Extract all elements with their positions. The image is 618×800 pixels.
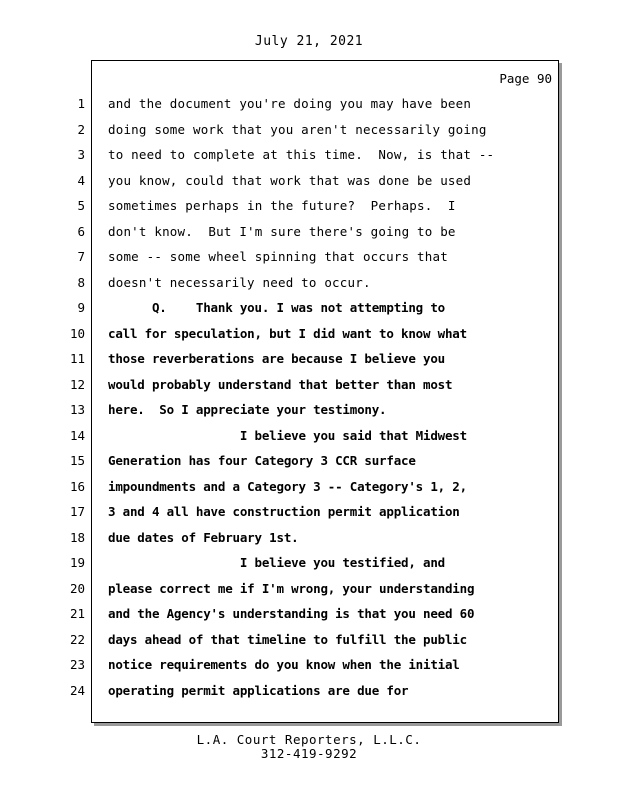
transcript-line: days ahead of that timeline to fulfill the public bbox=[108, 631, 467, 647]
line-number: 2 bbox=[77, 121, 85, 137]
line-number: 24 bbox=[69, 682, 85, 698]
transcript-line: sometimes perhaps in the future? Perhaps. I bbox=[108, 198, 456, 213]
line-number: 7 bbox=[77, 249, 85, 264]
line-number: 9 bbox=[77, 300, 85, 315]
line-number: 4 bbox=[77, 172, 85, 188]
line-number: 10 bbox=[69, 325, 85, 341]
transcript-line: impoundments and a Category 3 -- Category's 1, 2, bbox=[108, 478, 467, 494]
reporter-footer bbox=[0, 733, 618, 761]
transcript-line: please correct me if I'm wrong, your understanding bbox=[108, 580, 475, 596]
transcript-line: doesn't necessarily need to occur. bbox=[108, 274, 371, 290]
transcript-line: I believe you said that Midwest bbox=[108, 427, 467, 443]
line-number: 17 bbox=[69, 504, 85, 519]
transcript-line: notice requirements do you know when the initial bbox=[108, 657, 460, 672]
transcript-line: and the Agency's understanding is that you need 60 bbox=[108, 606, 475, 621]
line-number: 11 bbox=[69, 351, 85, 366]
line-number: 19 bbox=[69, 555, 85, 570]
transcript-page bbox=[69, 60, 559, 723]
line-number: 13 bbox=[69, 402, 85, 417]
line-number: 20 bbox=[69, 580, 85, 596]
transcript-line: would probably understand that better than most bbox=[108, 376, 453, 392]
reporter-company: L.A. Court Reporters, L.L.C. bbox=[196, 732, 422, 747]
transcript-line: and the document you're doing you may have been bbox=[108, 96, 472, 111]
line-number: 12 bbox=[69, 376, 85, 392]
line-number: 5 bbox=[77, 198, 85, 213]
reporter-phone: 312-419-9292 bbox=[260, 746, 358, 761]
line-number: 6 bbox=[77, 223, 85, 239]
transcript-line: call for speculation, but I did want to know what bbox=[108, 325, 467, 341]
transcript-line: Q. Thank you. I was not attempting to bbox=[108, 300, 445, 315]
transcript-line: operating permit applications are due for bbox=[108, 682, 409, 698]
transcript-date: July 21, 2021 bbox=[254, 34, 364, 49]
page-number: Page 90 bbox=[499, 71, 552, 86]
transcript-line: 3 and 4 all have construction permit application bbox=[108, 504, 460, 519]
transcript-line: Generation has four Category 3 CCR surface bbox=[108, 453, 416, 468]
line-number: 22 bbox=[69, 631, 85, 647]
transcript-line: I believe you testified, and bbox=[108, 555, 445, 570]
transcript-line: here. So I appreciate your testimony. bbox=[108, 402, 387, 417]
line-number: 1 bbox=[77, 96, 85, 111]
line-number: 3 bbox=[77, 147, 85, 162]
transcript-line: due dates of February 1st. bbox=[108, 529, 299, 545]
transcript-line: doing some work that you aren't necessarily going bbox=[108, 121, 487, 137]
transcript-line: those reverberations are because I believe you bbox=[108, 351, 445, 366]
line-number: 18 bbox=[69, 529, 85, 545]
line-number: 15 bbox=[69, 453, 85, 468]
transcript-line: don't know. But I'm sure there's going to be bbox=[108, 223, 456, 239]
line-number: 21 bbox=[69, 606, 85, 621]
line-number: 16 bbox=[69, 478, 85, 494]
transcript-line: you know, could that work that was done be used bbox=[108, 172, 472, 188]
transcript-line: to need to complete at this time. Now, is that -- bbox=[108, 147, 495, 162]
line-number: 8 bbox=[77, 274, 85, 290]
line-number: 14 bbox=[69, 427, 85, 443]
line-number: 23 bbox=[69, 657, 85, 672]
transcript-line: some -- some wheel spinning that occurs that bbox=[108, 249, 448, 264]
